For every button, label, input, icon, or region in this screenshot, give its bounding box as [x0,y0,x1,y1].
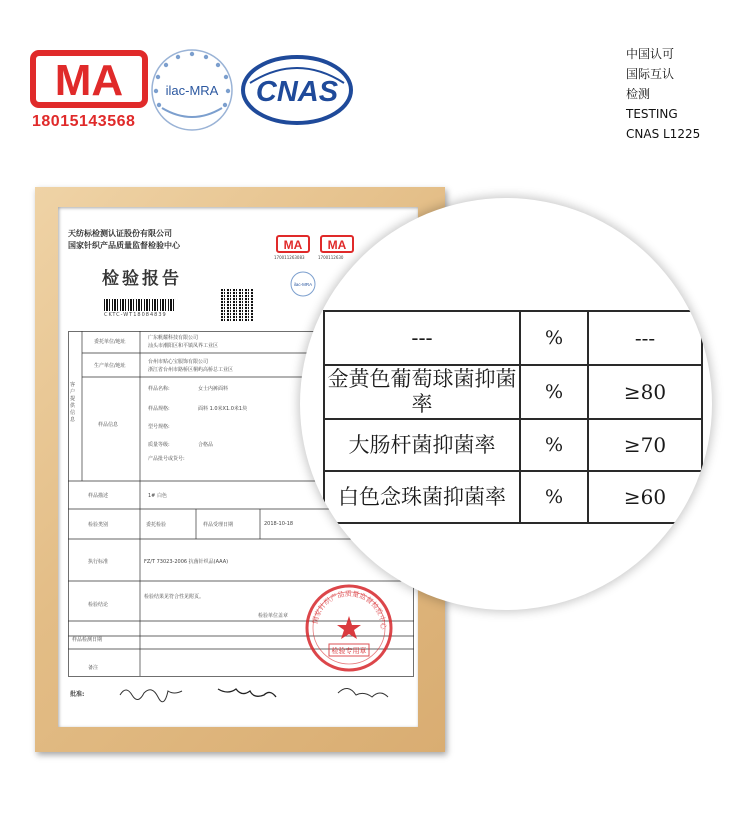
stamp-note: 检验单位盖章 [258,613,289,619]
grade-label: 质量等级: [148,442,170,448]
magnifier-circle [300,198,712,610]
client-address: 汕头市潮阳区和平镇凤界工业区 [148,343,219,349]
item-cell: 白色念珠菌抑菌率 [324,471,520,523]
org-name-line2: 国家针织产品质量监督检验中心 [68,241,180,250]
doc-cma-logo [276,235,310,253]
cnas-logo-text: CNAS [255,76,339,108]
sample-name-value: 女士内裤面料 [198,386,229,392]
stamp-text: 检验专用章 [331,647,367,655]
sample-spec-label: 样品规格: [148,406,170,412]
unit-cell: % [520,419,588,471]
sample-name-label: 样品名称: [148,386,170,392]
table-row [324,419,702,471]
client-value: 广东帆耀科技有限公司 [148,335,199,341]
producer-label: 生产单位/地址 [94,363,126,369]
standard-label: 执行标准 [88,559,109,565]
model-label: 型号规格: [148,424,170,430]
accreditation-line: CNAS L1225 [626,127,701,141]
cnas-logo [240,55,355,125]
type-value: 委托检验 [146,522,167,528]
producer-address: 浙江省台州市路桥区桐屿高桥总工业区 [148,367,234,373]
sample-spec-value: 面料 1.0米X1.0米1块 [198,406,248,412]
accreditation-line: TESTING [626,107,678,121]
desc-label: 样品描述 [88,493,109,499]
item-cell: --- [324,311,520,365]
item-cell: 大肠杆菌抑菌率 [324,419,520,471]
client-label: 委托单位/地址 [94,339,126,345]
report-title: 检验报告 [102,269,182,289]
table-row [324,311,702,365]
sample-date-label: 样品检测日期 [72,637,103,643]
grade-value: 合格品 [198,442,214,448]
doc-cma-logo [320,235,354,253]
requirement-cell: ≥80 [588,365,702,419]
remark-label: 备注 [88,665,99,671]
producer-value: 台州市贴心宝服饰有限公司 [148,359,209,365]
accreditation-line: 国际互认 [626,67,675,81]
cma-logo [30,50,148,108]
svg-text:国家针织产品质量监督检验中心: 国家针织产品质量监督检验中心 [311,589,388,630]
magnified-results-table [323,310,703,524]
approval-label: 批准: [70,691,85,698]
requirement-cell: --- [588,311,702,365]
sample-info-label: 样品信息 [98,422,119,428]
unit-cell: % [520,365,588,419]
table-row [324,471,702,523]
unit-cell: % [520,471,588,523]
conclusion-value: 检验结果见符合性见附页。 [144,594,205,600]
table-row [324,365,702,419]
accreditation-text [626,44,700,144]
svg-text:MA: MA [283,238,303,252]
item-cell: 金黄色葡萄球菌抑菌率 [324,365,520,419]
doc-ilac-logo [290,271,316,297]
accreditation-line: 中国认可 [626,47,675,61]
inspection-stamp [303,582,395,674]
org-name-line1: 天纺标检测认证股份有限公司 [68,229,172,238]
conclusion-label: 检验结论 [88,602,109,608]
desc-value: 1# 白色 [148,493,167,499]
doc-logo-code: 1700112630 [318,255,344,260]
doc-logo-code: 170011263083 [274,255,305,260]
date-label: 样品受理日期 [203,522,234,528]
ilac-logo-text: ilac-MRA [165,83,219,98]
date-value: 2018-10-18 [264,521,294,527]
side-label: 客户提供信息 [70,382,76,423]
cma-phone-number: 18015143568 [32,113,136,130]
requirement-cell: ≥70 [588,419,702,471]
signatures [118,681,408,703]
qr-code [221,289,253,321]
accreditation-line: 检测 [626,87,651,101]
type-label: 检验类别 [88,522,109,528]
batch-label: 产品批号或货号: [148,456,185,462]
requirement-cell: ≥60 [588,471,702,523]
cma-logo-text: MA [54,56,124,105]
unit-cell: % [520,311,588,365]
barcode [104,299,176,311]
ilac-mra-logo [148,46,236,134]
report-number: CKTC-WT18084839 [104,312,167,318]
svg-text:MA: MA [327,238,347,252]
standard-value: FZ/T 73023-2006 抗菌针织品(AAA) [144,559,229,565]
svg-text:ilac-MRA: ilac-MRA [293,282,313,287]
